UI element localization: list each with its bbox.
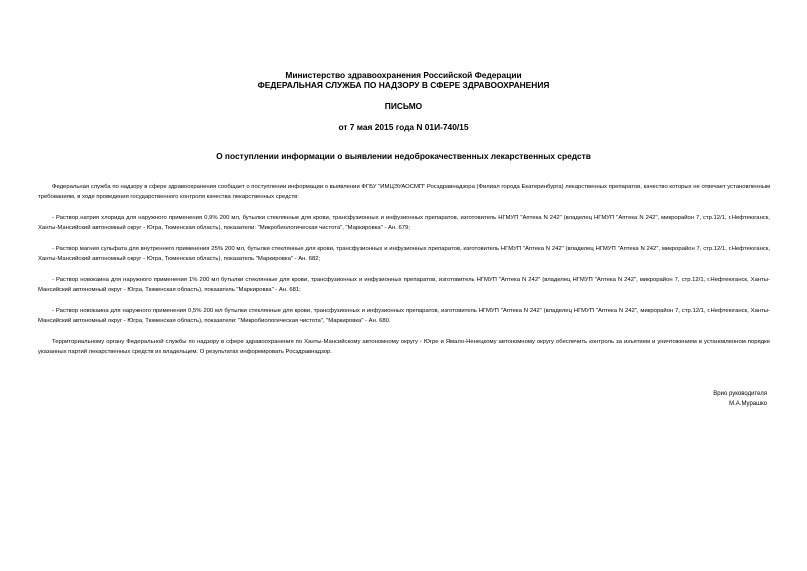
closing-text: Территориальному органу Федеральной службы по надзору в сфере здравоохранения по Ханты-Мансийскому автономному округу - Югре и Ямало-Ненецкому автономному округу обеспечить контроль за изъятием и уничтожением в установленном порядке указанных партий лекарственных средств их владельцем. О результатах информировать Росздравнадзор. <box>38 339 770 355</box>
list-item <box>38 306 770 326</box>
signatory-position: Врио руководителя <box>713 391 767 397</box>
list-item <box>38 275 770 295</box>
list-item <box>38 213 770 233</box>
intro-paragraph <box>38 182 770 202</box>
service-name: ФЕДЕРАЛЬНАЯ СЛУЖБА ПО НАДЗОРУ В СФЕРЕ ЗДРАВООХРАНЕНИЯ <box>257 80 550 90</box>
list-item-text: - Раствор новокаина для наружного применения 0,5% 200 мл бутылки стеклянные для крови, трансфузионных и инфузионных препаратов, изготовитель НГМУП "Аптека N 242" (владелец НГМУП "Аптека N 242", микрорайон 7, стр.12/1, г.Нефтеюганск, Ханты-Мансийский автономный округ - Югра, Тюменская область), показатели: "Микробиологическая чистота", "Маркировка" - Ан. 680. <box>38 308 770 324</box>
list-item-text: - Раствор магния сульфата для внутреннего применения 25% 200 мл, бутылки стеклянные для крови, трансфузионных и инфузионных препаратов, изготовитель НГМУП "Аптека N 242" (владелец НГМУП "Аптека N 242", микрорайон 7, стр.12/1, г.Нефтеюганск, Ханты-Мансийский автономный округ - Югра, Тюменская область), показатель "Маркировка" - Ан. 682; <box>38 246 770 262</box>
ministry-name: Министерство здравоохранения Российской Федерации <box>285 70 522 80</box>
document-date-number: от 7 мая 2015 года N 01И-740/15 <box>338 122 469 132</box>
list-item-text: - Раствор новокаина для наружного применения 1% 200 мл бутылки стеклянные для крови, трансфузионных и инфузионных препаратов, изготовитель НГМУП "Аптека N 242" (владелец НГМУП "Аптека N 242", микрорайон 7, стр.12/1, г.Нефтеюганск, Ханты-Мансийский автономный округ - Югра, Тюменская область), показатель "Маркировка" - Ан. 681; <box>38 277 770 293</box>
list-item <box>38 244 770 264</box>
document-type: ПИСЬМО <box>384 101 423 111</box>
document-subject: О поступлении информации о выявлении недоброкачественных лекарственных средств <box>216 151 591 161</box>
intro-text: Федеральная служба по надзору в сфере здравоохранения сообщает о поступлении информации о выявлении ФГБУ "ИМЦЭУАОСМП" Росздравнадзора (Филиал города Екатеринбурга) лекарственных препаратов, качество которых не отвечает установленным требованиям, в ходе проведения государственного контроля качества лекарственных средств: <box>38 184 770 200</box>
closing-paragraph <box>38 337 770 357</box>
list-item-text: - Раствор натрия хлорида для наружного применения 0,9% 200 мл, бутылки стеклянные для крови, трансфузионных и инфузионных препаратов, изготовитель НГМУП "Аптека N 242" (владелец НГМУП "Аптека N 242", микрорайон 7, стр.12/1, г.Нефтеюганск, Ханты-Мансийский автономный округ - Югра, Тюменская область), показатели: "Микробиологическая чистота", "Маркировка" - Ан. 679; <box>38 215 770 231</box>
signatory-name: М.А.Мурашко <box>729 401 767 407</box>
